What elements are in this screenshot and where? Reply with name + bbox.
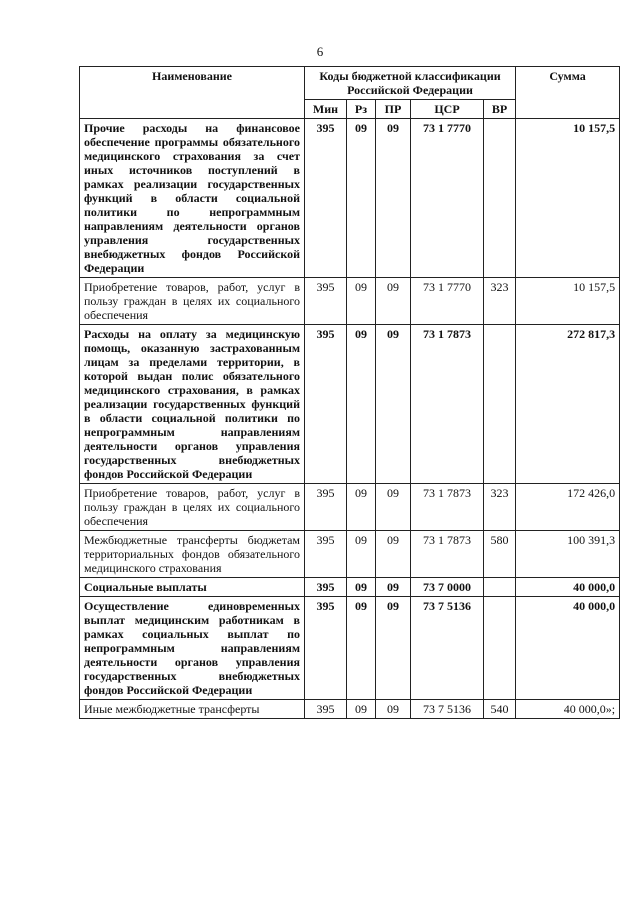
row-csr-cell: 73 1 7873 [411,325,484,484]
row-rz-cell: 09 [347,119,376,278]
min-column-header: Мин [305,100,347,119]
row-csr-cell: 73 7 5136 [411,597,484,700]
row-pr-cell: 09 [376,578,411,597]
row-name-cell: Прочие расходы на финансовое обеспечение программы обязательного медицинского страхования за счет иных источников поступлений в рамках реализации государственных функций в области социальной политики по непрограммным направлениям деятельности органов управления государственных внебюджетных фондов Российской Федерации [80,119,305,278]
row-sum-cell: 10 157,5 [516,278,620,325]
table-row [80,484,620,531]
row-sum-cell: 172 426,0 [516,484,620,531]
sum-column-header: Сумма [516,67,620,119]
row-vr-cell: 323 [484,278,516,325]
row-sum-cell: 10 157,5 [516,119,620,278]
row-name-cell: Расходы на оплату за медицинскую помощь, оказанную застрахованным лицам за пределами территории, в которой выдан полис обязательного медицинского страхования, в рамках реализации государственных функций в области социальной политики по непрограммным направлениям деятельности органов управления государственных внебюджетных фондов Российской Федерации [80,325,305,484]
row-csr-cell: 73 1 7873 [411,531,484,578]
row-vr-cell [484,325,516,484]
codes-column-header: Коды бюджетной классификации Российской Федерации [305,67,516,100]
table-row [80,597,620,700]
row-sum-cell: 40 000,0»; [516,700,620,719]
row-name-cell: Социальные выплаты [80,578,305,597]
row-min-cell: 395 [305,278,347,325]
row-sum-cell: 272 817,3 [516,325,620,484]
row-rz-cell: 09 [347,325,376,484]
row-min-cell: 395 [305,119,347,278]
row-sum-cell: 40 000,0 [516,578,620,597]
row-pr-cell: 09 [376,531,411,578]
row-pr-cell: 09 [376,119,411,278]
row-sum-cell: 40 000,0 [516,597,620,700]
row-pr-cell: 09 [376,597,411,700]
row-pr-cell: 09 [376,700,411,719]
row-name-cell: Иные межбюджетные трансферты [80,700,305,719]
row-csr-cell: 73 1 7770 [411,119,484,278]
rz-column-header: Рз [347,100,376,119]
row-vr-cell [484,578,516,597]
row-vr-cell [484,597,516,700]
row-vr-cell [484,119,516,278]
row-rz-cell: 09 [347,700,376,719]
row-rz-cell: 09 [347,578,376,597]
row-csr-cell: 73 7 5136 [411,700,484,719]
row-pr-cell: 09 [376,484,411,531]
row-rz-cell: 09 [347,278,376,325]
row-vr-cell: 580 [484,531,516,578]
row-pr-cell: 09 [376,278,411,325]
table-row [80,531,620,578]
table-row [80,119,620,278]
page-number: 6 [316,44,324,59]
row-min-cell: 395 [305,700,347,719]
table-row [80,578,620,597]
row-csr-cell: 73 1 7873 [411,484,484,531]
row-min-cell: 395 [305,484,347,531]
row-min-cell: 395 [305,597,347,700]
row-rz-cell: 09 [347,484,376,531]
row-pr-cell: 09 [376,325,411,484]
row-vr-cell: 323 [484,484,516,531]
row-name-cell: Приобретение товаров, работ, услуг в пользу граждан в целях их социального обеспечения [80,278,305,325]
row-csr-cell: 73 1 7770 [411,278,484,325]
row-rz-cell: 09 [347,531,376,578]
table-row [80,278,620,325]
name-column-header: Наименование [80,67,305,119]
table-row [80,700,620,719]
row-min-cell: 395 [305,578,347,597]
csr-column-header: ЦСР [411,100,484,119]
row-name-cell: Осуществление единовременных выплат медицинским работникам в рамках социальных выплат по непрограммным направлениям деятельности органов управления государственных внебюджетных фондов Российской Федерации [80,597,305,700]
budget-table [79,66,620,719]
row-csr-cell: 73 7 0000 [411,578,484,597]
vr-column-header: ВР [484,100,516,119]
row-name-cell: Межбюджетные трансферты бюджетам территориальных фондов обязательного медицинского страхования [80,531,305,578]
row-vr-cell: 540 [484,700,516,719]
row-min-cell: 395 [305,531,347,578]
pr-column-header: ПР [376,100,411,119]
table-body [80,119,620,719]
row-name-cell: Приобретение товаров, работ, услуг в пользу граждан в целях их социального обеспечения [80,484,305,531]
row-min-cell: 395 [305,325,347,484]
table-row [80,325,620,484]
row-sum-cell: 100 391,3 [516,531,620,578]
row-rz-cell: 09 [347,597,376,700]
